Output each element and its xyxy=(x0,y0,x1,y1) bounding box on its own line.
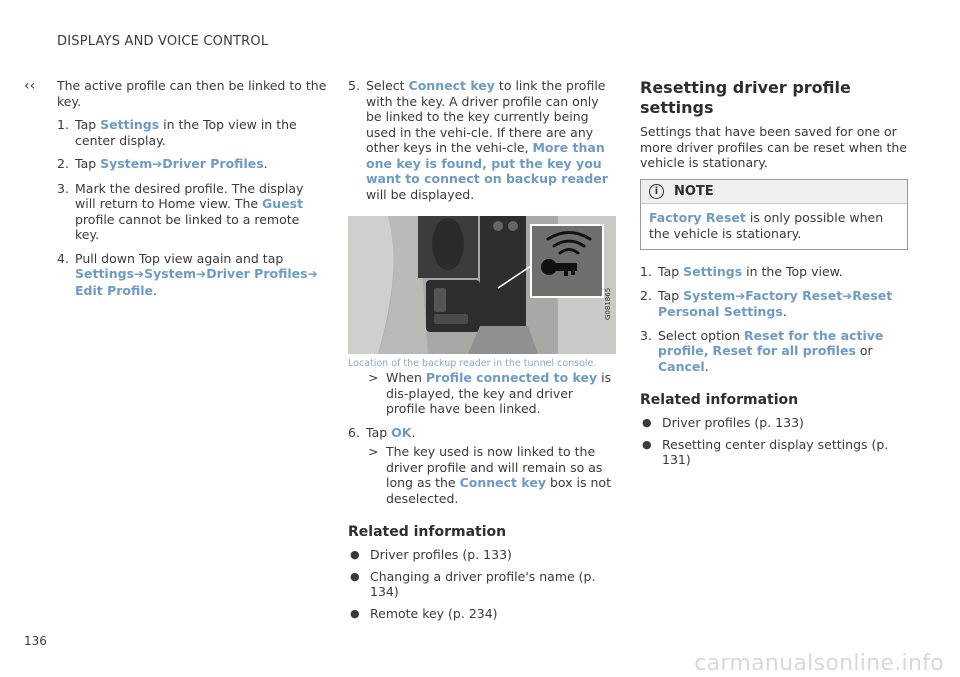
backup-reader-photo xyxy=(348,216,616,354)
step-number: 5. xyxy=(348,78,360,93)
ui-label-ok: OK xyxy=(391,424,412,440)
result-text: The key used is now linked to the driver profile and will remain so as long as the xyxy=(386,444,603,490)
step-text: in the Top view in the center display. xyxy=(75,117,297,148)
related-link-text[interactable]: Driver profiles (p. 133) xyxy=(370,547,512,562)
step-number: 2. xyxy=(640,287,652,303)
ui-label-settings: Settings xyxy=(75,266,135,281)
intro-text: The active profile can then be linked to the key. xyxy=(57,78,327,109)
step-3 xyxy=(640,328,908,375)
step-text: Tap xyxy=(658,264,680,279)
ui-label-edit-profile: Edit Profile xyxy=(75,282,154,298)
section-heading: Resetting driver profile settings xyxy=(640,78,851,117)
step-text: profile cannot be linked to a remote key. xyxy=(75,211,300,242)
step-number: 2. xyxy=(57,156,69,171)
ui-label-driver-profiles: Driver Profiles xyxy=(206,266,308,281)
step-text: Select option xyxy=(658,327,741,343)
step-text: to link the profile with the key. A driver profile can only be linked to the key currently being used in the vehi-cle. If there are any other keys in the vehi-cle, xyxy=(366,78,606,155)
ui-label-reset-all-profiles: Reset for all profiles xyxy=(712,343,856,358)
ui-label-reset-personal-settings: Reset Personal Settings xyxy=(658,287,893,319)
ui-label-connect-key: Connect key xyxy=(408,78,495,93)
bullet-icon: ● xyxy=(350,569,360,583)
ui-label-factory-reset: Factory Reset xyxy=(649,210,746,225)
column-right xyxy=(640,78,908,468)
note-box xyxy=(640,179,908,251)
ui-message-more-than-one-key: More than one key is found, put the key you want to connect on backup reader xyxy=(366,140,608,186)
arrow-right-icon: ➔ xyxy=(196,267,207,281)
related-link-text[interactable]: Driver profiles (p. 133) xyxy=(662,415,804,430)
ui-label-factory-reset: Factory Reset xyxy=(745,287,843,303)
ui-label-system: System xyxy=(144,266,197,281)
related-heading: Related information xyxy=(640,392,799,408)
bullet-icon: ● xyxy=(642,416,652,429)
step-2 xyxy=(57,156,327,173)
related-heading: Related information xyxy=(348,524,507,540)
step-text: Tap xyxy=(658,287,680,303)
result-text: box is not deselected. xyxy=(386,475,611,506)
result-marker: > xyxy=(368,444,379,459)
step-text: in the Top view. xyxy=(746,264,843,279)
related-link[interactable] xyxy=(348,547,616,563)
step-text: . xyxy=(153,282,158,298)
step-number: 1. xyxy=(57,117,69,132)
step-number: 6. xyxy=(348,424,360,440)
section-intro: Settings that have been saved for one or more driver profiles can be reset when the vehicle is stationary. xyxy=(640,124,907,170)
image-caption: Location of the backup reader in the tunnel console. xyxy=(348,358,597,369)
ui-label-driver-profiles: Driver Profiles xyxy=(162,156,264,171)
arrow-right-icon: ➔ xyxy=(152,157,163,171)
arrow-right-icon: ➔ xyxy=(735,288,746,303)
tunnel-console-illustration xyxy=(348,216,616,354)
arrow-right-icon: ➔ xyxy=(134,267,145,281)
step-text: Tap xyxy=(366,424,388,440)
column-left xyxy=(57,78,327,298)
arrow-right-icon: ➔ xyxy=(842,288,853,303)
bullet-icon: ● xyxy=(350,606,360,620)
column-middle xyxy=(348,78,616,621)
note-text: is only possible when the vehicle is stationary. xyxy=(649,210,884,241)
bullet-icon: ● xyxy=(350,548,360,561)
step-text: Tap xyxy=(75,117,97,132)
step-text: Select xyxy=(366,78,405,93)
step-2 xyxy=(640,288,908,320)
note-label: NOTE xyxy=(674,183,714,199)
image-code: G081865 xyxy=(604,287,612,320)
back-chevron-icon[interactable]: ‹‹ xyxy=(24,78,36,94)
related-link[interactable] xyxy=(348,569,616,600)
step-text: Pull down Top view again and tap xyxy=(75,250,284,266)
step-text: . xyxy=(263,156,268,171)
step-1 xyxy=(57,117,327,148)
ui-label-settings: Settings xyxy=(100,117,160,132)
step-text: Tap xyxy=(75,156,97,171)
related-link-text[interactable]: Resetting center display settings (p. 131) xyxy=(662,436,889,467)
ui-label-connect-key: Connect key xyxy=(459,475,546,490)
step-4 xyxy=(57,251,327,299)
related-link[interactable] xyxy=(640,415,908,431)
arrow-right-icon: ➔ xyxy=(307,267,318,281)
step-text: . xyxy=(704,358,709,374)
ui-label-guest: Guest xyxy=(262,196,304,211)
page-number: 136 xyxy=(24,634,47,648)
result-marker: > xyxy=(368,370,379,385)
related-link[interactable] xyxy=(640,437,908,468)
ui-label-cancel: Cancel xyxy=(658,358,705,374)
step-number: 3. xyxy=(640,327,652,343)
related-link-text[interactable]: Remote key (p. 234) xyxy=(370,605,498,621)
bullet-icon: ● xyxy=(642,437,652,451)
result-text: is dis-played, the key and driver profile have been linked. xyxy=(386,370,612,416)
step-6 xyxy=(348,425,616,441)
step-text: or xyxy=(859,343,873,358)
watermark: carmanualsonline.info xyxy=(694,650,944,676)
step-number: 3. xyxy=(57,180,69,196)
ui-label-system: System xyxy=(100,156,153,171)
related-link[interactable] xyxy=(348,606,616,622)
result-1 xyxy=(348,370,616,417)
info-icon: i xyxy=(649,184,664,199)
separator: , xyxy=(703,343,709,358)
ui-label-reset-active-profile: Reset for the active profile xyxy=(658,327,884,358)
ui-label-system: System xyxy=(683,287,736,303)
section-header: DISPLAYS AND VOICE CONTROL xyxy=(57,34,269,49)
step-1 xyxy=(640,264,908,280)
note-body xyxy=(641,204,907,249)
note-header xyxy=(641,180,907,205)
step-text: will be displayed. xyxy=(366,186,475,202)
step-text: . xyxy=(782,304,787,319)
step-3 xyxy=(57,181,327,243)
related-link-text[interactable]: Changing a driver profile's name (p. 134) xyxy=(370,568,596,599)
step-text: . xyxy=(411,424,416,440)
step-number: 1. xyxy=(640,264,652,279)
step-5 xyxy=(348,78,616,202)
step-number: 4. xyxy=(57,250,69,266)
result-text: When xyxy=(386,370,422,385)
ui-label-settings: Settings xyxy=(683,264,743,279)
result-2 xyxy=(348,444,616,506)
ui-message-profile-connected: Profile connected to key xyxy=(425,370,598,385)
step-text: Mark the desired profile. The display will return to Home view. The xyxy=(75,180,304,211)
